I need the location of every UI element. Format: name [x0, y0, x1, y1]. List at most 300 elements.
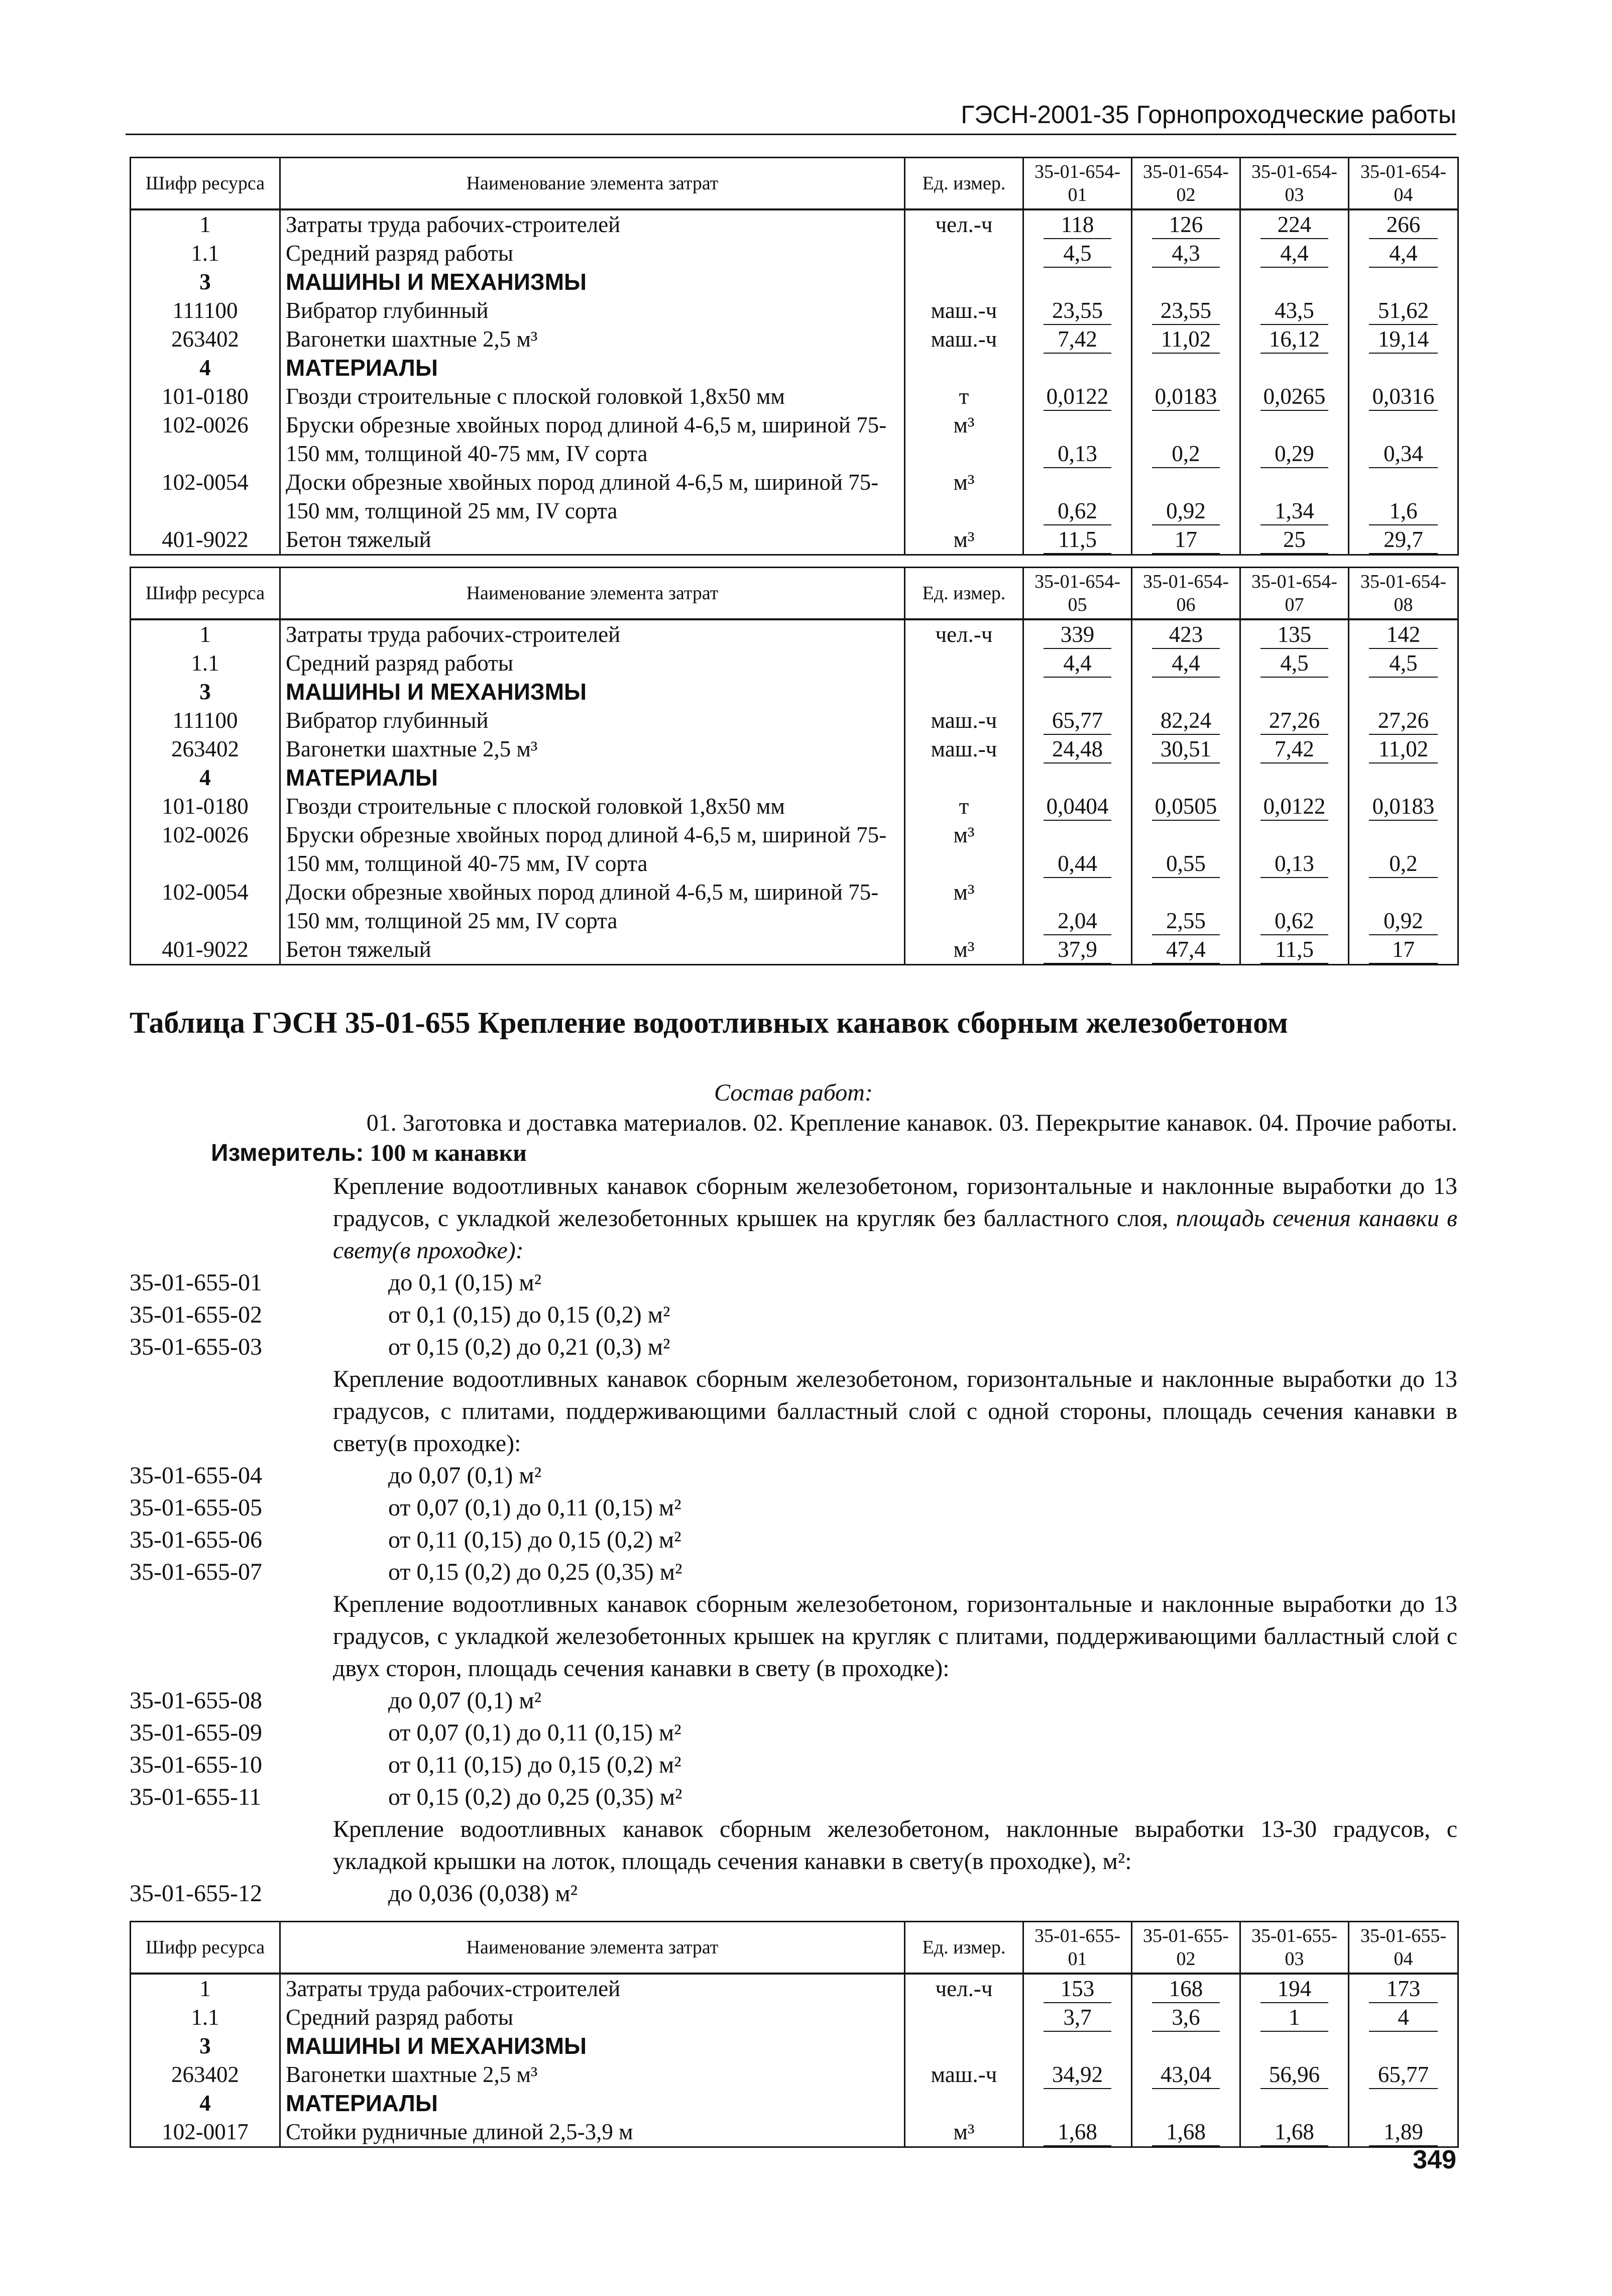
description-text: Крепление водоотливных канавок сборным железобетоном, горизонтальные и наклонные выработки до 13 градусов, с плитами, поддерживающими балластный слой с одной стороны, площадь сечения канавки в свету(в проходке):: [333, 1366, 1457, 1457]
norm-group-description: [333, 1363, 1457, 1460]
resource-value: [1349, 1974, 1458, 2003]
description-text: Крепление водоотливных канавок сборным железобетоном, горизонтальные и наклонные выработки до 13 градусов, с укладкой железобетонных крышек на кругляк с плитами, поддерживающими балластный слой с двух сторон, площадь сечения канавки в свету (в проходке):: [333, 1591, 1457, 1682]
value-text: 3,6: [1152, 2004, 1220, 2032]
norm-item: [130, 1685, 1457, 1717]
value-text: 0,2: [1369, 850, 1438, 878]
value-text: 23,55: [1044, 297, 1111, 325]
norm-range: от 0,11 (0,15) до 0,15 (0,2) м²: [388, 1526, 681, 1553]
resource-name: МАШИНЫ И МЕХАНИЗМЫ: [280, 2032, 905, 2060]
resource-value: [1349, 878, 1458, 935]
value-text: 224: [1260, 211, 1328, 239]
resource-name: Бруски обрезные хвойных пород длиной 4-6,5 м, шириной 75-150 мм, толщиной 40-75 мм, IV сорта: [280, 821, 905, 878]
resource-value: [1349, 411, 1458, 468]
value-text: 135: [1260, 621, 1328, 649]
value-text: 16,12: [1260, 325, 1328, 354]
description-text: Крепление водоотливных канавок сборным железобетоном, наклонные выработки 13-30 градусов, с укладкой крышки на лоток, площадь сечения канавки в свету(в проходке), м²:: [333, 1816, 1457, 1875]
header-col: 35-01-655-02: [1132, 1922, 1240, 1974]
value-text: 0,44: [1044, 850, 1111, 878]
resource-value: [1349, 354, 1458, 382]
resource-unit: м³: [905, 411, 1023, 468]
resource-unit: [905, 268, 1023, 296]
meter-value: 100 м канавки: [370, 1140, 527, 1166]
value-text: 4,5: [1044, 240, 1111, 268]
norm-item: [130, 1492, 1457, 1524]
resource-unit: [905, 354, 1023, 382]
header-col: 35-01-654-03: [1240, 158, 1349, 210]
table-row: [131, 325, 1458, 354]
resource-value: [1349, 2032, 1458, 2060]
value-text: 0,92: [1152, 497, 1220, 525]
header-col: 35-01-654-02: [1132, 158, 1240, 210]
value-text: 19,14: [1369, 325, 1438, 354]
resource-name: Бетон тяжелый: [280, 525, 905, 555]
resource-value: [1240, 878, 1349, 935]
header-col: 35-01-654-01: [1023, 158, 1132, 210]
resource-code: 102-0054: [131, 878, 280, 935]
value-text: 11,02: [1152, 325, 1220, 354]
resource-value: [1023, 296, 1132, 325]
value-text: 82,24: [1152, 707, 1220, 735]
table-row: [131, 2003, 1458, 2032]
resource-value: [1023, 354, 1132, 382]
resource-code: 1: [131, 1974, 280, 2003]
header-name: Наименование элемента затрат: [280, 568, 905, 620]
header-col: 35-01-654-06: [1132, 568, 1240, 620]
value-text: 1: [1260, 2004, 1328, 2032]
value-text: 4,5: [1260, 649, 1328, 678]
resource-unit: чел.-ч: [905, 1974, 1023, 2003]
resource-code: 3: [131, 678, 280, 706]
table-header-row: [131, 1922, 1458, 1974]
header-col: 35-01-655-01: [1023, 1922, 1132, 1974]
value-text: 2,04: [1044, 907, 1111, 935]
resource-value: [1132, 706, 1240, 735]
resource-code: 111100: [131, 296, 280, 325]
resource-code: 4: [131, 2089, 280, 2118]
value-text: 25: [1260, 526, 1328, 554]
value-text: 4,4: [1260, 240, 1328, 268]
table-row: [131, 1974, 1458, 2003]
value-text: 1,68: [1044, 2118, 1111, 2146]
resource-value: [1023, 268, 1132, 296]
description-emphasis: площадь сечения канавки в свету(в проходке):: [333, 1205, 1458, 1264]
resource-code: 1.1: [131, 239, 280, 268]
resource-value: [1132, 619, 1240, 649]
value-text: 4,4: [1152, 649, 1220, 678]
resource-value: [1349, 706, 1458, 735]
resource-unit: чел.-ч: [905, 209, 1023, 239]
value-text: 194: [1260, 1975, 1328, 2003]
header-unit: Ед. измер.: [905, 1922, 1023, 1974]
resource-value: [1132, 382, 1240, 411]
header-col: 35-01-655-04: [1349, 1922, 1458, 1974]
resource-value: [1240, 239, 1349, 268]
resource-unit: маш.-ч: [905, 735, 1023, 763]
resource-code: 401-9022: [131, 935, 280, 965]
norm-range: до 0,07 (0,1) м²: [388, 1687, 542, 1714]
value-text: 7,42: [1044, 325, 1111, 354]
header-unit: Ед. измер.: [905, 568, 1023, 620]
resource-name: Вагонетки шахтные 2,5 м³: [280, 735, 905, 763]
resource-code: 102-0026: [131, 821, 280, 878]
value-text: 173: [1369, 1975, 1438, 2003]
resource-name: Средний разряд работы: [280, 649, 905, 678]
norm-range: до 0,036 (0,038) м²: [388, 1880, 578, 1907]
value-text: 11,5: [1260, 936, 1328, 964]
resource-value: [1240, 735, 1349, 763]
resource-code: 102-0054: [131, 468, 280, 525]
header-col: 35-01-654-05: [1023, 568, 1132, 620]
resource-value: [1240, 619, 1349, 649]
section-row: [131, 2089, 1458, 2118]
value-text: 0,29: [1260, 440, 1328, 468]
value-text: 29,7: [1369, 526, 1438, 554]
resource-value: [1132, 649, 1240, 678]
table-row: [131, 468, 1458, 525]
norm-code: 35-01-655-07: [130, 1559, 262, 1585]
value-text: 0,2: [1152, 440, 1220, 468]
header-code: Шифр ресурса: [131, 158, 280, 210]
table-header-row: [131, 158, 1458, 210]
table-row: [131, 2060, 1458, 2089]
norm-range: от 0,15 (0,2) до 0,25 (0,35) м²: [388, 1559, 682, 1585]
header-code: Шифр ресурса: [131, 1922, 280, 1974]
resource-name: Бетон тяжелый: [280, 935, 905, 965]
resource-unit: т: [905, 792, 1023, 821]
norm-item: [130, 1878, 1457, 1910]
value-text: 0,0265: [1260, 383, 1328, 411]
section-row: [131, 763, 1458, 792]
header-col: 35-01-655-03: [1240, 1922, 1349, 1974]
resource-unit: [905, 649, 1023, 678]
value-text: 0,13: [1044, 440, 1111, 468]
resource-code: 263402: [131, 735, 280, 763]
norm-range: от 0,1 (0,15) до 0,15 (0,2) м²: [388, 1301, 670, 1328]
value-text: 4,4: [1044, 649, 1111, 678]
value-text: 7,42: [1260, 735, 1328, 763]
resource-value: [1023, 382, 1132, 411]
resource-value: [1240, 649, 1349, 678]
resource-value: [1023, 325, 1132, 354]
resource-unit: [905, 678, 1023, 706]
description-text: Крепление водоотливных канавок сборным железобетоном, горизонтальные и наклонные выработки до 13 градусов, с укладкой железобетонных крышек на кругляк без балластного слоя,: [333, 1173, 1457, 1232]
norm-item: [130, 1524, 1457, 1556]
table-row: [131, 878, 1458, 935]
header-code: Шифр ресурса: [131, 568, 280, 620]
resource-value: [1240, 296, 1349, 325]
section-row: [131, 268, 1458, 296]
resource-unit: м³: [905, 821, 1023, 878]
table-row: [131, 2118, 1458, 2147]
resource-value: [1023, 792, 1132, 821]
value-text: 30,51: [1152, 735, 1220, 763]
resource-value: [1349, 239, 1458, 268]
resource-value: [1023, 2089, 1132, 2118]
resource-name: Затраты труда рабочих-строителей: [280, 209, 905, 239]
norm-group-description: [333, 1813, 1457, 1878]
resource-name: МАТЕРИАЛЫ: [280, 2089, 905, 2118]
value-text: 4,3: [1152, 240, 1220, 268]
norm-code: 35-01-655-09: [130, 1719, 262, 1746]
resource-value: [1132, 296, 1240, 325]
resource-value: [1132, 411, 1240, 468]
value-text: 1,6: [1369, 497, 1438, 525]
resource-name: МАШИНЫ И МЕХАНИЗМЫ: [280, 678, 905, 706]
table-row: [131, 382, 1458, 411]
resource-value: [1023, 878, 1132, 935]
resource-name: Стойки рудничные длиной 2,5-3,9 м: [280, 2118, 905, 2147]
value-text: 168: [1152, 1975, 1220, 2003]
resource-code: 3: [131, 268, 280, 296]
norm-range: от 0,15 (0,2) до 0,25 (0,35) м²: [388, 1784, 682, 1810]
meter-line: [211, 1138, 527, 1168]
resource-code: 3: [131, 2032, 280, 2060]
resource-unit: м³: [905, 525, 1023, 555]
resource-name: Средний разряд работы: [280, 239, 905, 268]
norm-code: 35-01-655-10: [130, 1752, 262, 1778]
value-text: 1,89: [1369, 2118, 1438, 2146]
resource-value: [1023, 649, 1132, 678]
resource-value: [1132, 1974, 1240, 2003]
resource-name: Средний разряд работы: [280, 2003, 905, 2032]
norm-item: [130, 1556, 1457, 1588]
resource-value: [1240, 325, 1349, 354]
resource-value: [1023, 763, 1132, 792]
norm-range: от 0,07 (0,1) до 0,11 (0,15) м²: [388, 1719, 681, 1746]
value-text: 0,55: [1152, 850, 1220, 878]
resource-value: [1132, 763, 1240, 792]
value-text: 126: [1152, 211, 1220, 239]
norm-code: 35-01-655-12: [130, 1880, 262, 1907]
resource-name: МАШИНЫ И МЕХАНИЗМЫ: [280, 268, 905, 296]
table-row: [131, 792, 1458, 821]
resource-value: [1132, 678, 1240, 706]
value-text: 0,0316: [1369, 383, 1438, 411]
norm-range: от 0,07 (0,1) до 0,11 (0,15) м²: [388, 1494, 681, 1521]
resource-value: [1132, 792, 1240, 821]
resource-table-654-part2: [130, 567, 1459, 965]
resource-value: [1132, 2032, 1240, 2060]
resource-value: [1240, 2003, 1349, 2032]
resource-value: [1132, 878, 1240, 935]
resource-value: [1132, 821, 1240, 878]
resource-value: [1132, 525, 1240, 555]
norm-range: до 0,1 (0,15) м²: [388, 1269, 542, 1296]
resource-value: [1023, 2118, 1132, 2147]
value-text: 37,9: [1044, 936, 1111, 964]
resource-value: [1023, 706, 1132, 735]
resource-value: [1240, 2118, 1349, 2147]
resource-code: 101-0180: [131, 792, 280, 821]
resource-value: [1023, 2003, 1132, 2032]
resource-value: [1240, 411, 1349, 468]
header-name: Наименование элемента затрат: [280, 1922, 905, 1974]
table-row: [131, 296, 1458, 325]
running-header: ГЭСН-2001-35 Горнопроходческие работы: [126, 98, 1456, 135]
resource-value: [1132, 468, 1240, 525]
resource-value: [1349, 935, 1458, 965]
resource-value: [1349, 468, 1458, 525]
resource-value: [1240, 382, 1349, 411]
resource-code: 1: [131, 209, 280, 239]
resource-value: [1349, 821, 1458, 878]
norm-code: 35-01-655-02: [130, 1301, 262, 1328]
value-text: 1,68: [1260, 2118, 1328, 2146]
resource-name: Гвозди строительные с плоской головкой 1,8х50 мм: [280, 792, 905, 821]
resource-unit: маш.-ч: [905, 296, 1023, 325]
value-text: 0,13: [1260, 850, 1328, 878]
resource-unit: [905, 2032, 1023, 2060]
resource-code: 1.1: [131, 2003, 280, 2032]
resource-value: [1023, 735, 1132, 763]
resource-value: [1349, 268, 1458, 296]
table-row: [131, 821, 1458, 878]
resource-code: 1: [131, 619, 280, 649]
value-text: 423: [1152, 621, 1220, 649]
composition-text: 01. Заготовка и доставка материалов. 02. Крепление канавок. 03. Перекрытие канавок. 04. Прочие работы.: [366, 1110, 1457, 1136]
resource-unit: [905, 2003, 1023, 2032]
resource-name: Гвозди строительные с плоской головкой 1,8х50 мм: [280, 382, 905, 411]
resource-value: [1240, 1974, 1349, 2003]
value-text: 51,62: [1369, 297, 1438, 325]
norm-code: 35-01-655-08: [130, 1687, 262, 1714]
resource-value: [1023, 935, 1132, 965]
resource-unit: т: [905, 382, 1023, 411]
resource-name: Вибратор глубинный: [280, 296, 905, 325]
header-col: 35-01-654-08: [1349, 568, 1458, 620]
resource-value: [1349, 2118, 1458, 2147]
resource-unit: маш.-ч: [905, 325, 1023, 354]
resource-value: [1349, 382, 1458, 411]
norm-range: до 0,07 (0,1) м²: [388, 1462, 542, 1489]
value-text: 34,92: [1044, 2061, 1111, 2089]
resource-value: [1349, 678, 1458, 706]
composition-label: Состав работ:: [714, 1079, 873, 1106]
resource-value: [1240, 209, 1349, 239]
resource-name: Вагонетки шахтные 2,5 м³: [280, 325, 905, 354]
resource-value: [1349, 2060, 1458, 2089]
resource-name: Вагонетки шахтные 2,5 м³: [280, 2060, 905, 2089]
norm-code: 35-01-655-11: [130, 1784, 262, 1810]
resource-value: [1023, 2060, 1132, 2089]
resource-value: [1132, 325, 1240, 354]
resource-value: [1349, 763, 1458, 792]
resource-unit: чел.-ч: [905, 619, 1023, 649]
table-row: [131, 619, 1458, 649]
resource-value: [1023, 525, 1132, 555]
value-text: 65,77: [1044, 707, 1111, 735]
resource-code: 4: [131, 354, 280, 382]
resource-value: [1023, 821, 1132, 878]
resource-value: [1349, 619, 1458, 649]
resource-table-654-part1: [130, 157, 1459, 556]
norm-item: [130, 1299, 1457, 1331]
value-text: 65,77: [1369, 2061, 1438, 2089]
resource-code: 263402: [131, 325, 280, 354]
table-row: [131, 209, 1458, 239]
value-text: 339: [1044, 621, 1111, 649]
table-row: [131, 935, 1458, 965]
value-text: 4,4: [1369, 240, 1438, 268]
resource-name: МАТЕРИАЛЫ: [280, 763, 905, 792]
value-text: 11,02: [1369, 735, 1438, 763]
resource-code: 4: [131, 763, 280, 792]
value-text: 153: [1044, 1975, 1111, 2003]
resource-value: [1023, 239, 1132, 268]
norm-item: [130, 1749, 1457, 1781]
resource-value: [1349, 649, 1458, 678]
norm-group-description: [333, 1170, 1457, 1267]
norm-group-description: [333, 1588, 1457, 1685]
resource-code: 102-0017: [131, 2118, 280, 2147]
value-text: 0,0122: [1044, 383, 1111, 411]
resource-unit: м³: [905, 468, 1023, 525]
value-text: 0,0183: [1152, 383, 1220, 411]
resource-unit: маш.-ч: [905, 2060, 1023, 2089]
resource-code: 401-9022: [131, 525, 280, 555]
table-row: [131, 411, 1458, 468]
header-name: Наименование элемента затрат: [280, 158, 905, 210]
value-text: 47,4: [1152, 936, 1220, 964]
norm-item: [130, 1717, 1457, 1749]
norm-range: от 0,15 (0,2) до 0,21 (0,3) м²: [388, 1334, 670, 1360]
resource-value: [1132, 209, 1240, 239]
table-row: [131, 735, 1458, 763]
resource-code: 102-0026: [131, 411, 280, 468]
value-text: 3,7: [1044, 2004, 1111, 2032]
resource-unit: [905, 2089, 1023, 2118]
value-text: 0,0183: [1369, 793, 1438, 821]
resource-code: 263402: [131, 2060, 280, 2089]
norm-item: [130, 1331, 1457, 1363]
resource-value: [1132, 2089, 1240, 2118]
table-row: [131, 239, 1458, 268]
resource-code: 111100: [131, 706, 280, 735]
resource-value: [1132, 239, 1240, 268]
value-text: 0,62: [1260, 907, 1328, 935]
header-unit: Ед. измер.: [905, 158, 1023, 210]
resource-value: [1349, 325, 1458, 354]
resource-name: Бруски обрезные хвойных пород длиной 4-6,5 м, шириной 75-150 мм, толщиной 40-75 мм, IV сорта: [280, 411, 905, 468]
resource-value: [1240, 468, 1349, 525]
resource-value: [1132, 935, 1240, 965]
table-row: [131, 706, 1458, 735]
norm-item: [130, 1460, 1457, 1492]
resource-value: [1240, 763, 1349, 792]
resource-table-655: [130, 1921, 1459, 2148]
resource-code: 1.1: [131, 649, 280, 678]
resource-unit: м³: [905, 2118, 1023, 2147]
resource-value: [1349, 525, 1458, 555]
norm-code: 35-01-655-01: [130, 1269, 262, 1296]
resource-value: [1349, 209, 1458, 239]
value-text: 27,26: [1260, 707, 1328, 735]
value-text: 0,62: [1044, 497, 1111, 525]
section-row: [131, 678, 1458, 706]
value-text: 142: [1369, 621, 1438, 649]
value-text: 4,5: [1369, 649, 1438, 678]
value-text: 43,5: [1260, 297, 1328, 325]
value-text: 24,48: [1044, 735, 1111, 763]
resource-value: [1349, 792, 1458, 821]
resource-code: 101-0180: [131, 382, 280, 411]
resource-name: Доски обрезные хвойных пород длиной 4-6,5 м, шириной 75-150 мм, толщиной 25 мм, IV сорта: [280, 468, 905, 525]
resource-value: [1240, 935, 1349, 965]
resource-value: [1132, 2118, 1240, 2147]
value-text: 0,34: [1369, 440, 1438, 468]
norm-code: 35-01-655-03: [130, 1334, 262, 1360]
resource-value: [1349, 2003, 1458, 2032]
